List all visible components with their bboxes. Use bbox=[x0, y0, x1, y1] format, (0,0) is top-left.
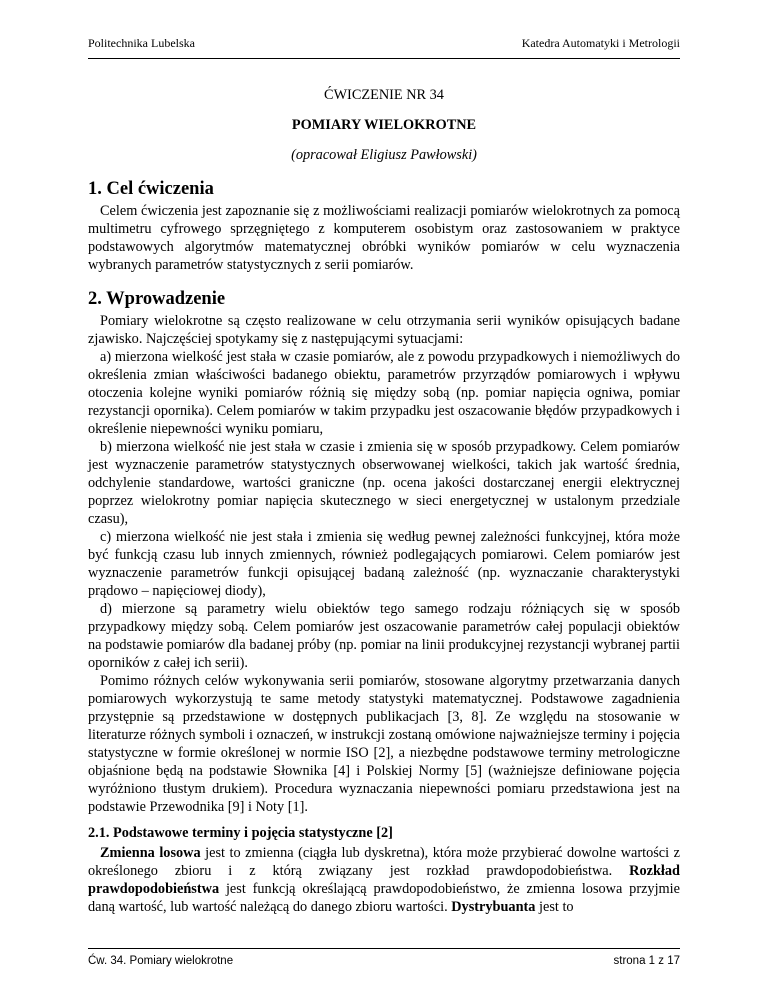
header-department: Katedra Automatyki i Metrologii bbox=[521, 36, 680, 50]
section-2-item-a: a) mierzona wielkość jest stała w czasie pomiarów, ale z powodu przypadkowych i niemożliwych do określenia zmian właściwości badanego obiektu, parametrów przyrządów pomiarowych i wpływu otoczenia kolejne wyniki pomiarów różnią się między sobą (np. pomiar napięcia ogniwa, pomiar rezystancji opornika). Celem pomiarów w takim przypadku jest oszacowanie błędów przypadkowych i określenie niepewności wyniku pomiaru, bbox=[88, 349, 680, 437]
term-dystrybuanta: Dystrybuanta bbox=[451, 899, 536, 915]
section-2-1-heading: 2.1. Podstawowe terminy i pojęcia statystyczne [2] bbox=[88, 825, 393, 841]
footer-title: Ćw. 34. Pomiary wielokrotne bbox=[88, 955, 234, 967]
page-number: strona 1 z 17 bbox=[613, 955, 680, 967]
text-dystrybuanta: jest to bbox=[535, 899, 574, 915]
page-content bbox=[88, 86, 680, 916]
section-2-item-b: b) mierzona wielkość nie jest stała w czasie i zmienia się w sposób przypadkowy. Celem pomiarów jest wyznaczenie parametrów statystycznych obserwowanej wielkości, takich jak wartość średnia, odchylenie standardowe, wartości graniczne (np. ocena jakości dostarczanej energii elektrycznej poprzez wielokrotny pomiar napięcia skutecznego w sieci energetycznej w ustalonym przedziale czasu), bbox=[88, 439, 680, 527]
section-2-item-c: c) mierzona wielkość nie jest stała i zmienia się według pewnej zależności funkcyjnej, która może być funkcją czasu lub innych zmiennych, również podlegających pomiarowi. Celem pomiarów jest wyznaczenie parametrów funkcji opisującej badaną zależność (np. wyznaczanie charakterystyki prądowo – napięciowej diody), bbox=[88, 529, 680, 599]
exercise-number: ĆWICZENIE NR 34 bbox=[324, 87, 444, 103]
document-title: POMIARY WIELOKROTNE bbox=[291, 117, 477, 133]
section-2-closing: Pomimo różnych celów wykonywania serii pomiarów, stosowane algorytmy przetwarzania danych pomiarowych wykorzystują te same metody statystyki matematycznej. Podstawowe zagadnienia przystępnie są przedstawione w dostępnych publikacjach [3, 8]. Ze względu na stosowanie w literaturze różnych symboli i oznaczeń, w instrukcji zostaną omówione najważniejsze terminy i pojęcia statystyczne w formie określonej w normie ISO [2], a niezbędne podstawowe terminy metrologiczne objaśnione będą na podstawie Słownika [4] i Polskiej Normy [5] (ważniejsze definiowane pojęcia wyróżniono tłustym drukiem). Procedura wyznaczania niepewności pomiaru przedstawiona jest na podstawie Przewodnika [9] i Noty [1]. bbox=[88, 673, 680, 815]
term-zmienna-losowa: Zmienna losowa bbox=[100, 845, 201, 861]
section-2-heading: 2. Wprowadzenie bbox=[88, 289, 226, 309]
section-1-heading: 1. Cel ćwiczenia bbox=[88, 179, 214, 199]
page-footer bbox=[88, 948, 680, 967]
page-header bbox=[88, 36, 680, 59]
section-2-item-d: d) mierzone są parametry wielu obiektów tego samego rodzaju różniących się w sposób przypadkowy między sobą. Celem pomiarów jest oszacowanie parametrów całej populacji obiektów na podstawie pomiarów dla badanej próby (np. pomiar na linii produkcyjnej rezystancji wybranej partii oporników z całej ich serii). bbox=[88, 601, 680, 671]
header-institution: Politechnika Lubelska bbox=[88, 36, 195, 50]
text-rozklad: jest funkcją określającą prawdopodobieństwo, że zmienna losowa przyjmie daną wartość, lub wartość należącą do danego zbioru wartości. bbox=[88, 881, 680, 915]
term-rozklad: Rozkład prawdopodobieństwa bbox=[88, 863, 680, 897]
section-2-intro: Pomiary wielokrotne są często realizowane w celu otrzymania serii wyników opisujących badane zjawisko. Najczęściej spotykamy się z następującymi sytuacjami: bbox=[88, 313, 680, 347]
text-zmienna-losowa: jest to zmienna (ciągła lub dyskretna), która może przybierać dowolne wartości z określonego zbioru i z którą związany jest rozkład prawdopodobieństwa. bbox=[88, 845, 680, 879]
section-1-paragraph: Celem ćwiczenia jest zapoznanie się z możliwościami realizacji pomiarów wielokrotnych za pomocą multimetru cyfrowego sprzęgniętego z komputerem osobistym oraz zastosowaniem w praktyce podstawowych algorytmów matematycznej obróbki wyników pomiarów w celu wyznaczenia wybranych parametrów statystycznych z serii pomiarów. bbox=[88, 203, 680, 273]
author-line: (opracował Eligiusz Pawłowski) bbox=[291, 147, 477, 163]
section-2-1-paragraph bbox=[88, 844, 680, 916]
